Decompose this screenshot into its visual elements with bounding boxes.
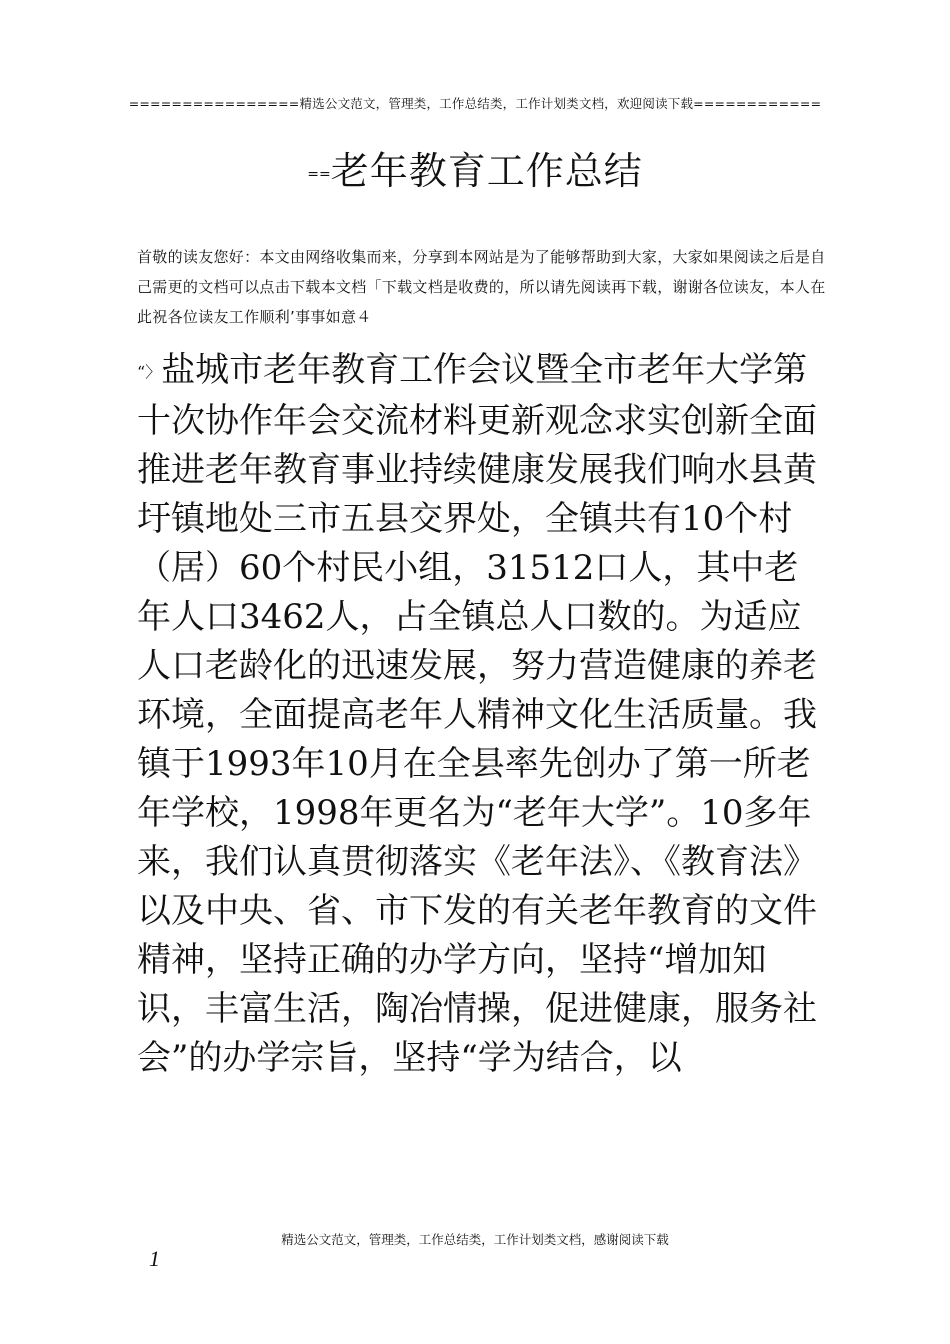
body-text: 盐城市老年教育工作会议暨全市老年大学第十次协作年会交流材料更新观念求实创新全面推进老年教育事业持续健康发展我们响水县黄圩镇地处三市五县交界处，全镇共有10个村（居）60个村民小组，31512口人，其中老年人口3462人，占全镇总人口数的。为适应人口老龄化的迅速发展，努力营造健康的养老环境，全面提高老年人精神文化生活质量。我镇于1993年10月在全县率先创办了第一所老年学校，1998年更名为“老年大学”。10多年来，我们认真贯彻落实《老年法》、《教育法》以及中央、省、市下发的有关老年教育的文件精神，坚持正确的办学方向，坚持“增加知识，丰富生活，陶冶情操，促进健康，服务社会”的办学宗旨，坚持“学为结合，以 bbox=[137, 350, 817, 1078]
document-title: 老年教育工作总结 bbox=[330, 149, 643, 193]
page-header: ================精选公文范文，管理类，工作总结类，工作计划类文档，欢迎阅读下载============ bbox=[128, 96, 822, 111]
body-paragraph bbox=[137, 346, 827, 1083]
reader-notice: 首敬的读友您好：本文由网络收集而来，分享到本网站是为了能够帮助到大家，大家如果阅读之后是自己需更的文档可以点击下载本文档「下载文档是收费的，所以请先阅读再下载，谢谢各位读友，本人在此祝各位读友工作顺利’事事如意４ bbox=[137, 248, 826, 326]
page-number: 1 bbox=[149, 1246, 160, 1271]
title-mark: == bbox=[307, 166, 331, 183]
document-title-block bbox=[0, 140, 950, 195]
page-footer: 精选公文范文，管理类，工作总结类，工作计划类文档，感谢阅读下载 bbox=[281, 1232, 669, 1247]
body-lead-mark: “〉 bbox=[137, 362, 162, 382]
